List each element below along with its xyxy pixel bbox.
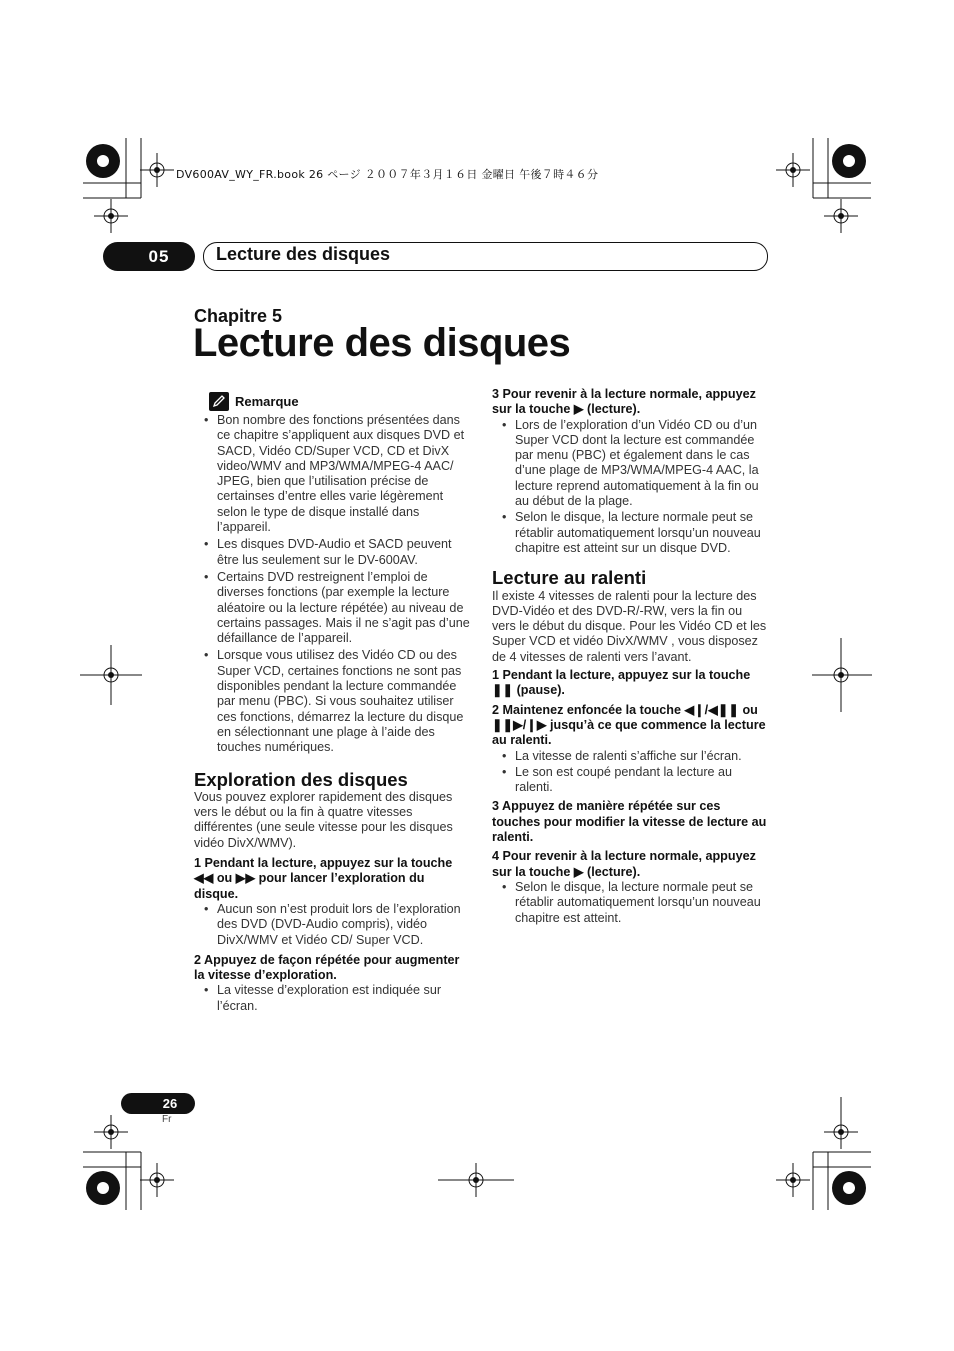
list-item: • Lors de l’exploration d’un Vidéo CD ou d’un Super VCD dont la lecture est commandée par menu (PBC) et également dans le cas d’une plage de MP3/WMA/MPEG-4 AAC, la lecture reprend automatiquement à la fin ou au début de la plage. (492, 418, 767, 510)
list-item: • Aucun son n’est produit lors de l’exploration des DVD (DVD-Audio compris), vidéo DivX/WMV et Vidéo CD/ Super VCD. (194, 902, 470, 948)
print-info: DV600AV_WY_FR.book 26 ページ ２００７年３月１６日 金曜日 午後７時４６分 (176, 168, 599, 181)
slow-step-4-bullets (492, 880, 767, 926)
list-item: • La vitesse de ralenti s’affiche sur l’écran. (492, 749, 767, 764)
slow-step-1: 1 Pendant la lecture, appuyez sur la touche ❚❚ (pause). (492, 668, 751, 698)
starburst-bottom-right (832, 1171, 866, 1205)
list-item: • La vitesse d’exploration est indiquée sur l’écran. (194, 983, 470, 1014)
list-item: • Le son est coupé pendant la lecture au ralenti. (492, 765, 767, 796)
left-column (194, 392, 470, 1015)
list-item: • Bon nombre des fonctions présentées dans ce chapitre s’appliquent aux disques DVD et SACD, Vidéo CD/Super VCD, CD et DivX video/WMV and MP3/WMA/MPEG-4 AAC/ JPEG, bien que l’utilisation précise de certainses d’entre elles varie légèrement selon le type de disque installé dans l’appareil. (194, 413, 470, 535)
starburst-top-left (86, 144, 120, 178)
pencil-icon (209, 392, 229, 411)
exploration-step-1: 1 Pendant la lecture, appuyez sur la touche ◀◀ ou ▶▶ pour lancer l’exploration du disque. (194, 856, 453, 901)
starburst-top-right (832, 144, 866, 178)
page-number: 26 (121, 1093, 195, 1114)
list-item: • Selon le disque, la lecture normale peut se rétablir automatiquement lorsqu’un nouveau chapitre est atteint. (492, 880, 767, 926)
starburst-bottom-left (86, 1171, 120, 1205)
slow-step-2: 2 Maintenez enfoncée la touche ◀❙/◀❚❚ ou ❚❚▶/❙▶ jusqu’à ce que commence la lecture au ralenti. (492, 702, 766, 748)
section-heading-exploration: Exploration des disques (194, 768, 408, 790)
slow-step-4: 4 Pour revenir à la lecture normale, appuyez sur la touche ▶ (lecture). (492, 849, 756, 879)
page-title: Lecture des disques (193, 321, 571, 365)
chapter-number-badge: 05 (103, 242, 195, 271)
exploration-step-1-bullets (194, 902, 470, 948)
note-header (209, 392, 470, 411)
list-item: • Les disques DVD-Audio et SACD peuvent être lus seulement sur le DV-600AV. (194, 537, 470, 568)
exploration-step-3-bullets (492, 418, 767, 557)
page-language: Fr (162, 1114, 172, 1125)
list-item: • Certains DVD restreignent l’emploi de diverses fonctions (par exemple la lecture aléatoire ou la lecture répétée) au niveau de certains passages. Mais il ne s’agit pas d’une défaillance de l’appareil. (194, 570, 470, 646)
slow-step-3: 3 Appuyez de manière répétée sur ces touches pour modifier la vitesse de lecture au ralenti. (492, 799, 767, 845)
exploration-step-2-bullets (194, 983, 470, 1014)
exploration-step-2: 2 Appuyez de façon répétée pour augmenter la vitesse d’exploration. (194, 952, 460, 983)
exploration-intro: Vous pouvez explorer rapidement des disques vers le début ou la fin à quatre vitesses différentes (une seule vitesse pour les disques vidéo DivX/WMV). (194, 789, 453, 850)
right-column (492, 384, 767, 927)
slow-intro: Il existe 4 vitesses de ralenti pour la lecture des DVD-Vidéo et des DVD-R/-RW, vers la fin ou vers le début du disque. Pour les Vidéo CD et les Super VCD et vidéo DivX/WMV , vous disposez de 4 vitesses de ralenti vers l’avant. (492, 588, 767, 664)
list-item: • Lorsque vous utilisez des Vidéo CD ou des Super VCD, certaines fonctions ne sont pas disponibles pendant la lecture commandée par menu (PBC). Si vous souhaitez utiliser ces fonctions, démarrez la lecture du disque en sélectionnant une plage à l’aide des touches numériques. (194, 648, 470, 755)
chapter-header-title: Lecture des disques (216, 244, 391, 264)
note-heading: Remarque (235, 393, 299, 409)
list-item: • Selon le disque, la lecture normale peut se rétablir automatiquement lorsqu’un nouveau chapitre est atteint sur un disque DVD. (492, 510, 767, 556)
exploration-step-3: 3 Pour revenir à la lecture normale, appuyez sur la touche ▶ (lecture). (492, 387, 756, 417)
section-heading-slow: Lecture au ralenti (492, 567, 647, 589)
note-list (194, 413, 470, 756)
chapter-label: Chapitre 5 (194, 306, 283, 326)
slow-step-2-bullets (492, 749, 767, 796)
